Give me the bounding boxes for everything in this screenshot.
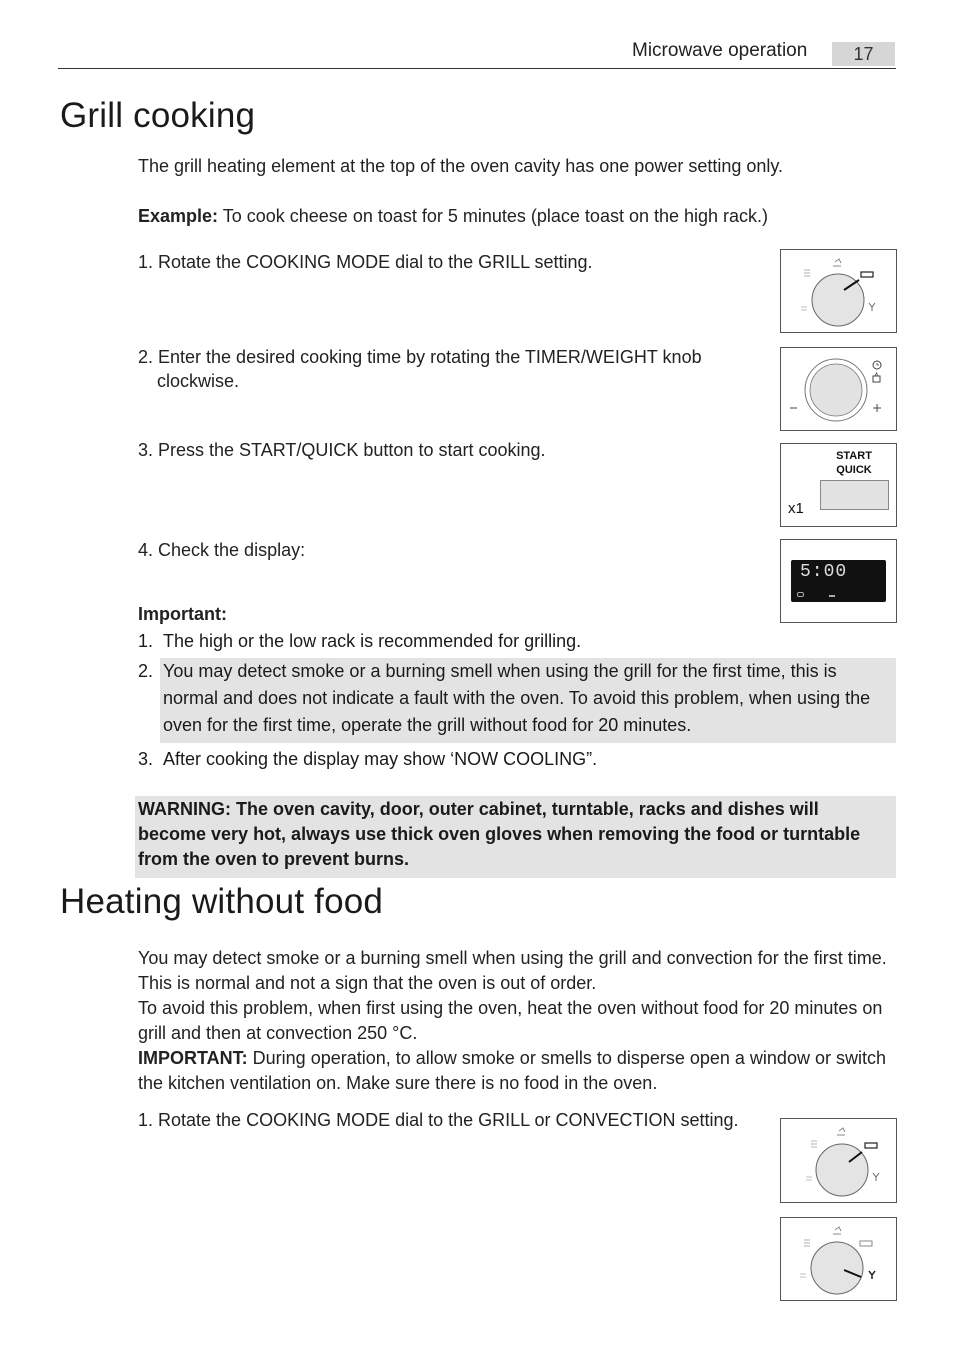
note-number: 3.: [138, 749, 154, 769]
cooking-mode-dial-grill-icon: [781, 1119, 896, 1202]
display-panel: [780, 539, 897, 623]
start-quick-button-icon: [820, 480, 889, 510]
note-number: 2.: [138, 661, 154, 681]
grill-cooking-heading: Grill cooking: [60, 96, 256, 135]
note-number: 1.: [138, 631, 154, 651]
header-rule: [58, 68, 896, 69]
step-2-cont: clockwise.: [157, 371, 240, 391]
display-time: 5:00: [800, 562, 848, 582]
step-4: 4. Check the display:: [138, 540, 306, 560]
start-quick-label: [781, 449, 927, 477]
heating-para-1: You may detect smoke or a burning smell when using the grill and convection for the first time. This is normal and not a sign that the oven is out of order.: [138, 948, 887, 993]
rack-indicator-icon: [829, 595, 835, 597]
cooking-mode-dial-convection-icon: [781, 1218, 896, 1300]
start-label: START: [836, 450, 872, 462]
important-label: Important:: [138, 604, 227, 624]
heating-paragraph: [138, 946, 898, 1096]
mode-dial-convection-panel: [780, 1217, 897, 1301]
section-title: Microwave operation: [632, 40, 808, 61]
heating-without-food-heading: Heating without food: [60, 882, 384, 921]
warning-box: WARNING: The oven cavity, door, outer cabinet, turntable, racks and dishes will become very hot, always use thick oven gloves when removing the food or turntable from the oven to prevent burns.: [135, 796, 896, 878]
start-quick-panel: [780, 443, 897, 527]
note-item: [138, 746, 896, 773]
quick-label: QUICK: [836, 464, 872, 476]
note-text: The high or the low rack is recommended for grilling.: [163, 631, 582, 651]
step-1: 1. Rotate the COOKING MODE dial to the GRILL setting.: [138, 252, 593, 272]
heating-step-1: 1. Rotate the COOKING MODE dial to the GRILL or CONVECTION setting.: [138, 1110, 739, 1130]
timer-weight-knob-icon: [781, 348, 896, 430]
step-2: 2. Enter the desired cooking time by rotating the TIMER/WEIGHT knob: [138, 347, 702, 367]
grill-indicator-icon: [797, 592, 804, 597]
note-text: After cooking the display may show ‘NOW COOLING”.: [163, 749, 598, 769]
note-item: [138, 628, 896, 655]
example-text: To cook cheese on toast for 5 minutes (place toast on the high rack.): [222, 206, 769, 226]
mode-dial-grill-panel: [780, 249, 897, 333]
heating-important-label: IMPORTANT:: [138, 1048, 248, 1068]
important-notes: [138, 628, 896, 773]
mode-dial-grill-panel-2: [780, 1118, 897, 1203]
note-item-highlighted: [138, 658, 896, 743]
grill-intro: The grill heating element at the top of the oven cavity has one power setting only.: [138, 156, 784, 176]
example-label: Example:: [138, 206, 219, 226]
note-text-highlight: You may detect smoke or a burning smell when using the grill for the first time, this is normal and does not indicate a fault with the oven. To avoid this problem, when using the oven for the first time, operate the grill without food for 20 minutes.: [160, 658, 896, 743]
step-3: 3. Press the START/QUICK button to start cooking.: [138, 440, 546, 460]
example-line: [138, 204, 898, 229]
cooking-mode-dial-grill-icon: [781, 250, 896, 332]
display-readout-icon: [791, 560, 886, 602]
press-count: x1: [788, 500, 804, 517]
page-number: 17: [832, 42, 895, 66]
heating-important: [138, 1046, 898, 1096]
timer-weight-knob-panel: [780, 347, 897, 431]
heating-important-text: During operation, to allow smoke or smells to disperse open a window or switch the kitchen ventilation on. Make sure there is no food in the oven.: [138, 1048, 886, 1093]
heating-para-2: To avoid this problem, when first using the oven, heat the oven without food for 20 minutes on grill and then at convection 250 °C.: [138, 998, 883, 1043]
